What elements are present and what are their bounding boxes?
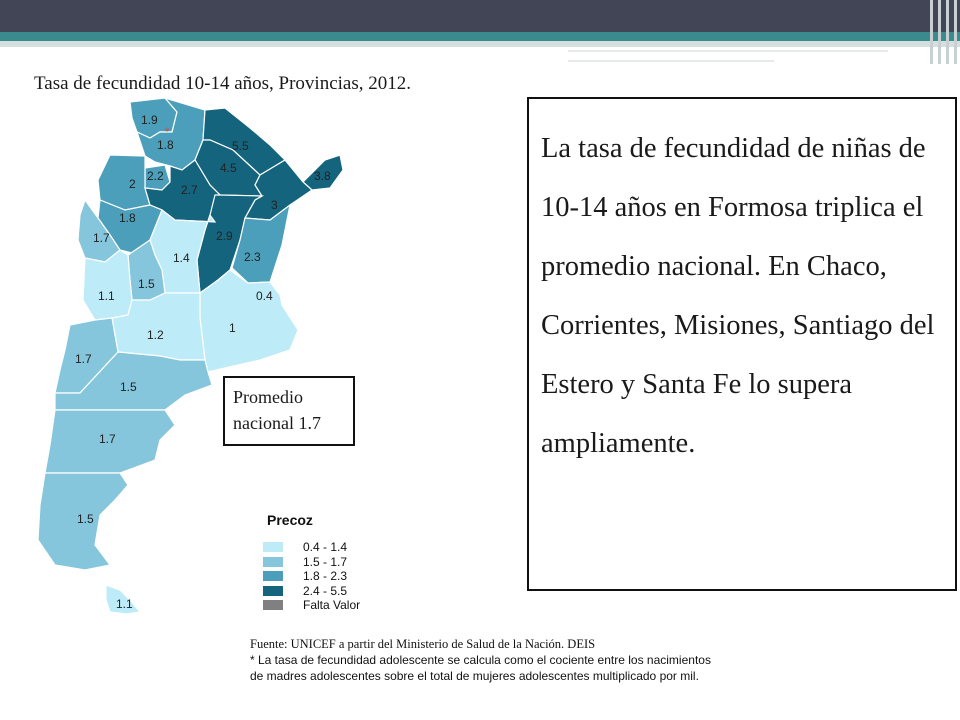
footer-note: * La tasa de fecundidad adolescente se calcula como el cociente entre los nacimientos de madres adolescentes sobre el total de mujeres adolescentes multiplicado por mil. xyxy=(250,653,711,683)
value-santafe: 2.9 xyxy=(216,229,233,243)
value-mendoza: 1.1 xyxy=(98,289,115,303)
value-santacruz: 1.5 xyxy=(77,512,94,526)
legend-label: 1.8 - 2.3 xyxy=(303,569,348,584)
value-tierradelfuego: 1.1 xyxy=(116,597,133,611)
value-catamarca: 2 xyxy=(129,177,136,191)
asterisk-marker: * xyxy=(164,124,170,138)
legend-label: 0.4 - 1.4 xyxy=(303,540,348,555)
value-formosa: 5.5 xyxy=(232,139,249,153)
legend-swatch xyxy=(263,557,283,567)
average-label: Promedio xyxy=(233,387,303,407)
value-cordoba: 1.4 xyxy=(173,251,190,265)
value-entrerios: 2.3 xyxy=(244,250,261,264)
region-mendoza xyxy=(83,250,132,320)
value-rionegro: 1.5 xyxy=(120,380,137,394)
value-lapampa: 1.2 xyxy=(147,328,164,342)
callout-text: La tasa de fecundidad de niñas de 10-14 años en Formosa triplica el promedio nacional. En Chaco, Corrientes, Misiones, Santiago del Estero y Santa Fe lo supera ampliamente. xyxy=(541,133,935,459)
legend-swatch xyxy=(263,542,283,552)
value-sanjuan: 1.7 xyxy=(93,231,110,245)
value-jujuy: 1.9 xyxy=(141,113,158,127)
value-chaco: 4.5 xyxy=(220,161,237,175)
value-salta: 1.8 xyxy=(157,138,174,152)
legend-swatch xyxy=(263,571,283,581)
value-corrientes: 3 xyxy=(271,198,278,212)
value-caba: 0.4 xyxy=(256,289,273,303)
legend-label: 1.5 - 1.7 xyxy=(303,554,348,569)
map-legend xyxy=(263,512,360,613)
value-chubut: 1.7 xyxy=(99,432,116,446)
footer xyxy=(250,636,720,684)
legend-swatch xyxy=(263,586,283,596)
legend-title: Precoz xyxy=(267,512,313,528)
value-buenosaires: 1 xyxy=(229,321,236,335)
callout-box xyxy=(527,97,957,591)
value-neuquen: 1.7 xyxy=(75,352,92,366)
average-value: nacional 1.7 xyxy=(233,413,321,433)
legend-item xyxy=(263,569,360,584)
legend-swatch xyxy=(263,600,283,610)
value-sanluis: 1.5 xyxy=(138,277,155,291)
value-misiones: 3.8 xyxy=(314,169,331,183)
legend-item xyxy=(263,555,360,570)
footer-source: Fuente: UNICEF a partir del Ministerio de Salud de la Nación. DEIS xyxy=(250,637,596,651)
national-average-box xyxy=(223,376,355,446)
value-larioja: 1.8 xyxy=(119,211,136,225)
value-santiago: 2.7 xyxy=(181,183,198,197)
legend-item xyxy=(263,540,360,555)
legend-item xyxy=(263,598,360,613)
region-buenosaires xyxy=(200,270,298,372)
legend-label: Falta Valor xyxy=(303,598,361,613)
map-title: Tasa de fecundidad 10-14 años, Provincias, 2012. xyxy=(34,73,411,94)
value-tucuman: 2.2 xyxy=(147,169,164,183)
legend-label: 2.4 - 5.5 xyxy=(303,583,348,598)
legend-item xyxy=(263,584,360,599)
